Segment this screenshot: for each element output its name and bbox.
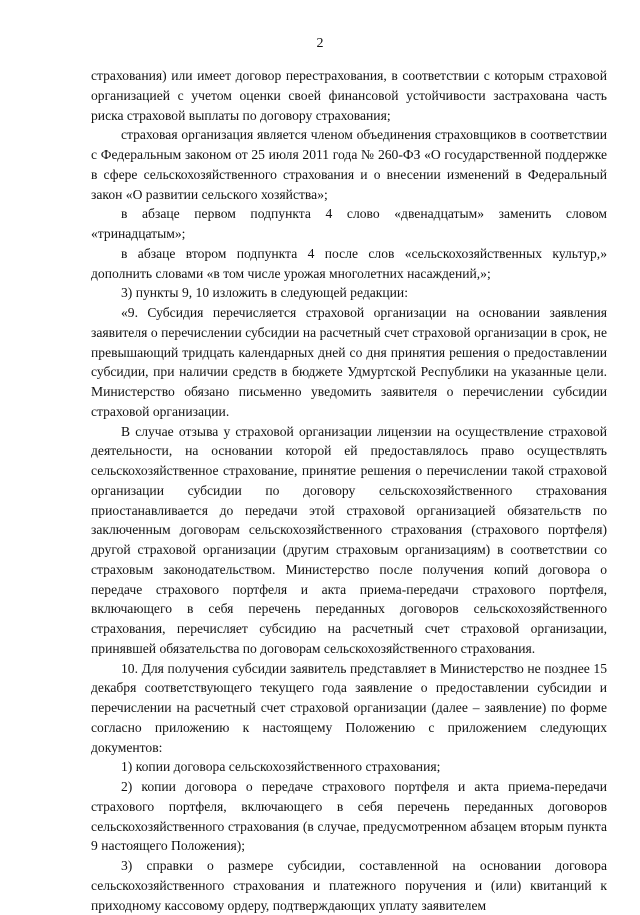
list-item: 2) копии договора о передаче страхового портфеля и акта приема-передачи страхового портфеля, включающего в себя перечень переданных договоров сельскохозяйственного страхования (в случае, предусмотренном абзацем вторым пункта 9 настоящего Положения); [91,779,607,854]
page-number: 2 [316,36,324,51]
paragraph: 3) пункты 9, 10 изложить в следующей редакции: [121,285,408,301]
paragraph: «9. Субсидия перечисляется страховой организации на основании заявления заявителя о перечислении субсидии на расчетный счет страховой организации в срок, не превышающий тридцать календарных дней со дня принятия решения о предоставлении субсидии, при наличии средств в бюджете Удмуртской Республики на указанные цели. Министерство обязано письменно уведомить заявителя о перечислении субсидии страховой организации. [91,305,607,419]
paragraph: 10. Для получения субсидии заявитель представляет в Министерство не позднее 15 декабря соответствующего текущего года заявление о предоставлении субсидии и перечислении на расчетный счет страховой организации (далее – заявление) по форме согласно приложению к настоящему Положению с приложением следующих документов: [91,660,607,755]
paragraph: страхования) или имеет договор перестрахования, в соответствии с которым страховой организацией с учетом оценки своей финансовой устойчивости застрахована часть риска страховой выплаты по договору страхования; [91,68,607,123]
paragraph: страховая организация является членом объединения страховщиков в соответствии с Федеральным законом от 25 июля 2011 года № 260-ФЗ «О государственной поддержке в сфере сельскохозяйственного страхования и о внесении изменений в Федеральный закон «О развитии сельского хозяйства»; [91,127,607,202]
paragraph: В случае отзыва у страховой организации лицензии на осуществление страховой деятельности, на основании которой ей предоставлялось право осуществлять сельскохозяйственное страхование, принятие решения о перечислении такой страховой организации субсидии по договору сельскохозяйственного страхования приостанавливается до передачи этой страховой организацией обязательств по заключенным договорам сельскохозяйственного страхования (страхового портфеля) другой страховой организации (другим страховым организациям) в соответствии со страховым законодательством. Министерство после получения копий договора о передаче страхового портфеля и акта приема-передачи страхового портфеля, включающего в себя перечень переданных договоров сельскохозяйственного страхования, перечисляет субсидию на расчетный счет страховой организации, принявшей обязательства по договорам сельскохозяйственного страхования. [91,423,607,656]
paragraph: в абзаце втором подпункта 4 после слов «сельскохозяйственных культур,» дополнить словами «в том числе урожая многолетних насаждений,»; [91,245,607,281]
paragraph: в абзаце первом подпункта 4 слово «двенадцатым» заменить словом «тринадцатым»; [91,206,607,241]
list-item: 1) копии договора сельскохозяйственного страхования; [121,759,441,775]
document-body [91,66,607,915]
list-item: 3) справки о размере субсидии, составленной на основании договора сельскохозяйственного страхования и платежного поручения и (или) квитанций к приходному кассовому ордеру, подтверждающих уплату заявителем [91,858,607,913]
